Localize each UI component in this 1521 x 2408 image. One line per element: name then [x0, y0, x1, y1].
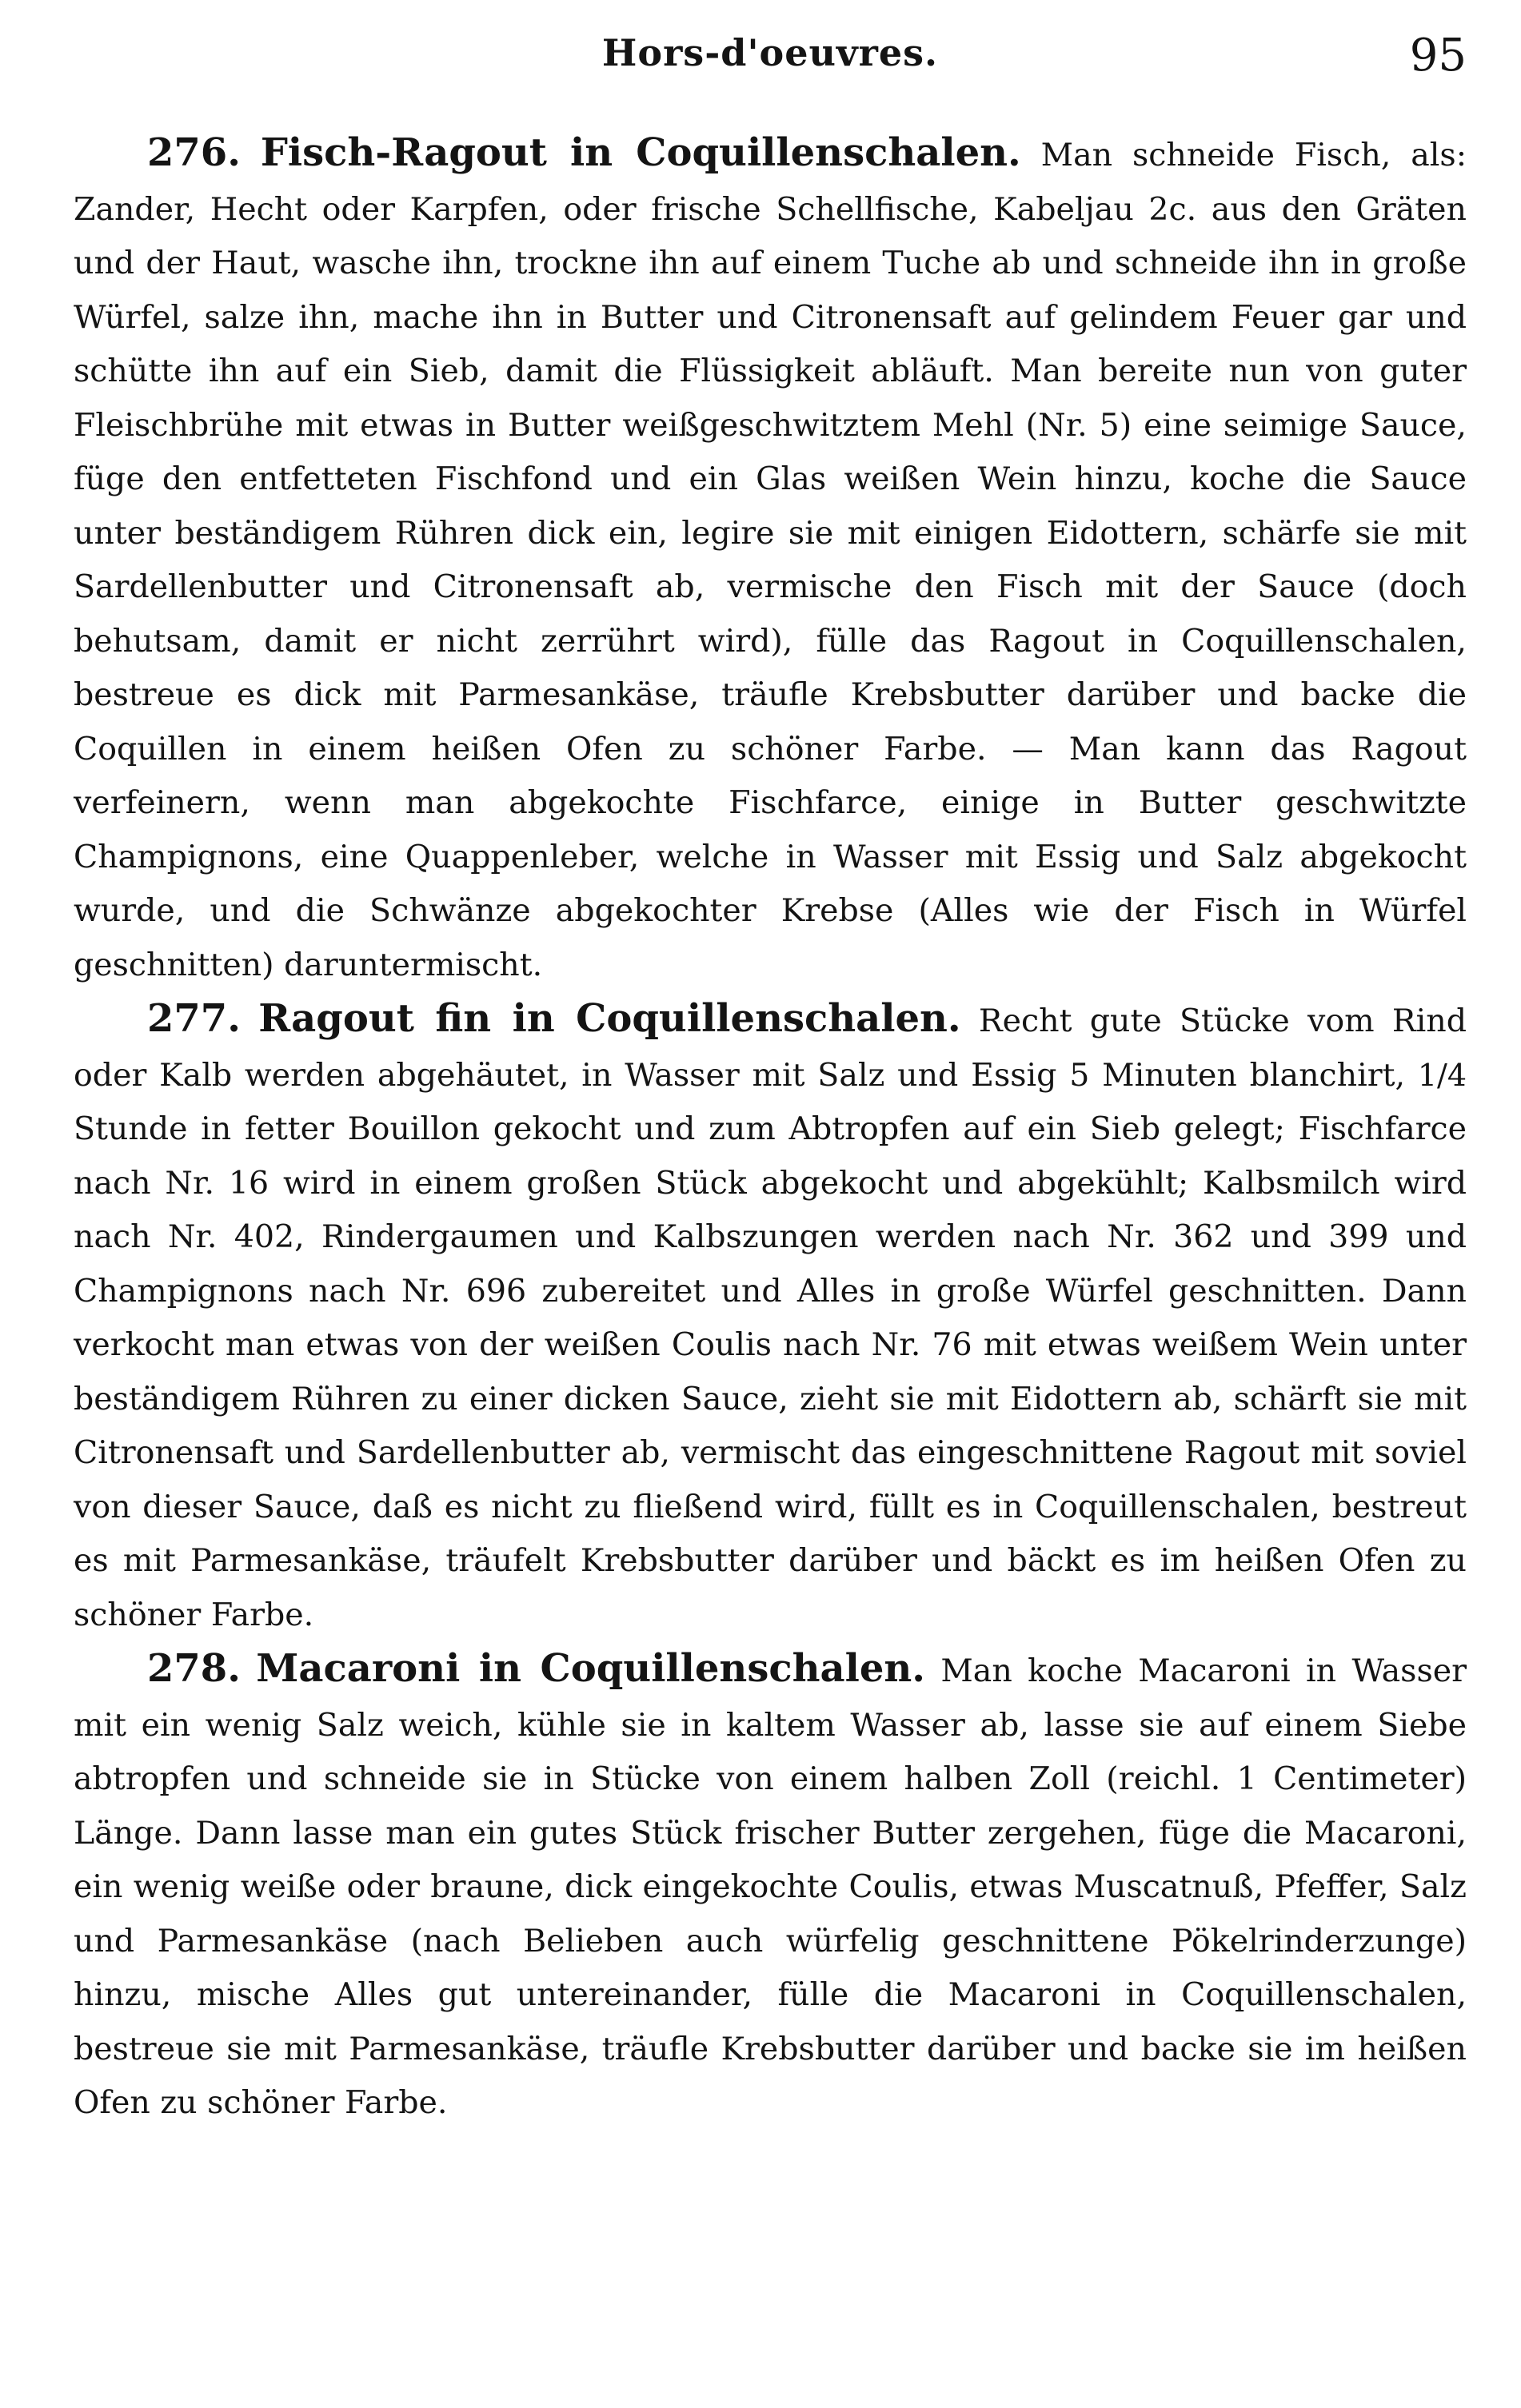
recipe-title: Macaroni in Coquillenschalen. [256, 1646, 925, 1691]
recipe-276 [74, 126, 1467, 992]
recipe-text-continued: Stunde in fetter Bouillon gekocht und zum Abtropfen auf ein Sieb gelegt; Fischfarce nach Nr. 16 wird in einem großen Stück abgekocht und abgekühlt; Kalbsmilch wird nach Nr. 402, Rindergaumen und Kalbszungen werden nach Nr. 362 und 399 und Champignons nach Nr. 696 zubereitet und Alles in große Würfel geschnitten. Dann verkocht man etwas von der weißen Coulis nach Nr. 76 mit etwas weißem Wein unter beständigem Rühren zu einer dicken Sauce, zieht sie mit Eidottern ab, schärft sie mit Citronensaft und Sardellenbutter ab, vermischt das eingeschnittene Ragout mit soviel von dieser Sauce, daß es nicht zu fließend wird, füllt es in Coquillenschalen, bestreut es mit Parmesankäse, träufelt Krebsbutter darüber und bäckt es im heißen Ofen zu schöner Farbe. [74, 1110, 1467, 1633]
page-body [74, 126, 1467, 2131]
recipe-277 [74, 992, 1467, 1642]
recipe-text: Man koche Macaroni in Wasser mit ein wenig Salz weich, kühle sie in kaltem Wasser ab, lasse sie auf einem Siebe abtropfen und schneide sie in Stücke von einem halben Zoll (reichl. 1 Centimeter) Länge. Dann lasse man ein gutes Stück frischer Butter zergehen, füge die Macaroni, ein wenig weiße oder braune, dick eingekochte Coulis, etwas Muscatnuß, Pfeffer, Salz und Parmesankäse (nach Belieben auch würfelig geschnittene Pökelrinderzunge) hinzu, mische Alles gut untereinander, fülle die Macaroni in Coquillenschalen, bestreue sie mit Parmesankäse, träufle Krebsbutter darüber und backe sie im heißen Ofen zu schöner Farbe. [74, 1653, 1467, 2121]
recipe-number: 277. [147, 996, 241, 1041]
page-number: 95 [1409, 30, 1467, 82]
recipe-278 [74, 1642, 1467, 2131]
running-head [74, 27, 1467, 83]
recipe-text: Recht gute Stücke vom Rind oder Kalb werden abgehäutet, in Wasser mit Salz und Essig 5 Minuten blanchirt, [74, 1003, 1467, 1094]
fraction: 1/4 [1417, 1057, 1467, 1093]
recipe-text: Man schneide Fisch, als: Zander, Hecht oder Karpfen, oder frische Schellfische, Kabeljau 2c. aus den Gräten und der Haut, wasche ihn, trockne ihn auf einem Tuche ab und schneide ihn in große Würfel, salze ihn, mache ihn in Butter und Citronensaft auf gelindem Feuer gar und schütte ihn auf ein Sieb, damit die Flüssigkeit abläuft. Man bereite nun von guter Fleischbrühe mit etwas in Butter weißgeschwitztem Mehl (Nr. 5) eine seimige Sauce, füge den entfetteten Fischfond und ein Glas weißen Wein hinzu, koche die Sauce unter beständigem Rühren dick ein, legire sie mit einigen Eidottern, schärfe sie mit Sardellenbutter und Citronensaft ab, vermische den Fisch mit der Sauce (doch behutsam, damit er nicht zerrührt wird), fülle das Ragout in Coquillenschalen, bestreue es dick mit Parmesankäse, träufle Krebsbutter darüber und backe die Coquillen in einem heißen Ofen zu schöner Farbe. — Man kann das Ragout verfeinern, wenn man abgekochte Fischfarce, einige in Butter geschwitzte Champignons, eine Quappenleber, welche in Wasser mit Essig und Salz abgekocht wurde, und die Schwänze abgekochter Krebse (Alles wie der Fisch in Würfel geschnitten) daruntermischt. [74, 137, 1467, 983]
recipe-title: Ragout fin in Coquillenschalen. [258, 996, 961, 1041]
recipe-number: 278. [147, 1646, 241, 1691]
recipe-number: 276. [147, 130, 241, 175]
section-title: Hors-d'oeuvres. [601, 31, 939, 74]
recipe-title: Fisch-Ragout in Coquillenschalen. [260, 130, 1021, 175]
